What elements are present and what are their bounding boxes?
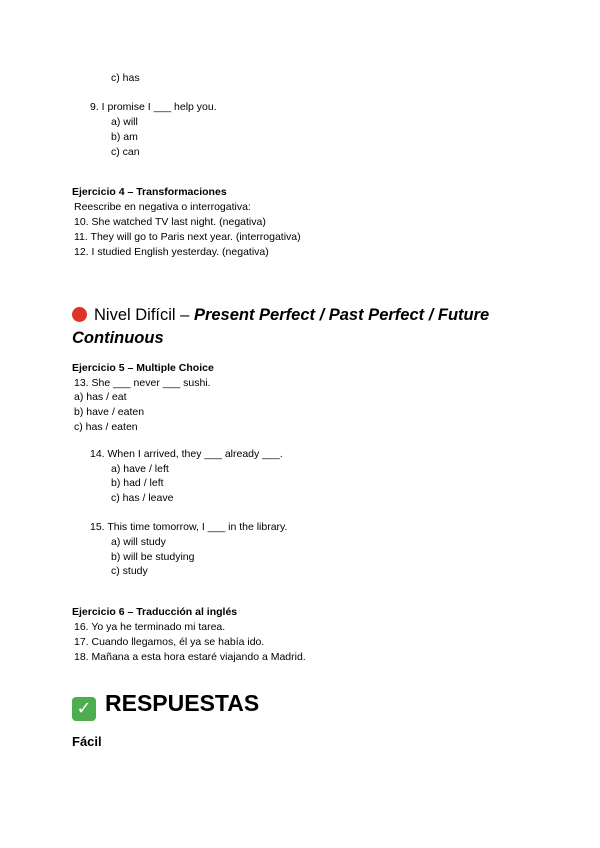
exercise-6-title: Ejercicio 6 – Traducción al inglés bbox=[72, 606, 238, 618]
exercise-6-item-16: 16. Yo ya he terminado mi tarea. bbox=[74, 621, 226, 633]
answers-title: RESPUESTAS bbox=[105, 690, 260, 716]
level-topic-line2: Continuous bbox=[72, 329, 164, 347]
level-topic-line1: Present Perfect / Past Perfect / Future bbox=[193, 306, 490, 324]
q13-option-c: c) has / eaten bbox=[74, 421, 138, 433]
q13-option-a: a) has / eat bbox=[74, 391, 127, 403]
level-label: Nivel Difícil – bbox=[94, 306, 194, 324]
exercise-4-item-10: 10. She watched TV last night. (negativa) bbox=[74, 216, 266, 228]
q15-question: 15. This time tomorrow, I ___ in the library. bbox=[90, 521, 288, 533]
level-heading bbox=[72, 304, 489, 326]
answers-heading bbox=[72, 688, 259, 721]
q15-option-c: c) study bbox=[111, 565, 148, 577]
exercise-4-item-11: 11. They will go to Paris next year. (interrogativa) bbox=[74, 231, 301, 243]
q8-option-c: c) has bbox=[111, 72, 140, 84]
q9-option-a: a) will bbox=[111, 116, 138, 128]
q15-option-b: b) will be studying bbox=[111, 551, 195, 563]
level-heading-cont bbox=[72, 327, 164, 349]
exercise-4-instruction: Reescribe en negativa o interrogativa: bbox=[74, 201, 251, 213]
q14-option-c: c) has / leave bbox=[111, 492, 174, 504]
red-circle-icon bbox=[72, 307, 87, 322]
q14-question: 14. When I arrived, they ___ already ___. bbox=[90, 448, 283, 460]
q15-option-a: a) will study bbox=[111, 536, 166, 548]
exercise-4-item-12: 12. I studied English yesterday. (negativa) bbox=[74, 246, 269, 258]
exercise-5-title: Ejercicio 5 – Multiple Choice bbox=[72, 362, 214, 374]
check-mark-icon: ✓ bbox=[72, 697, 96, 721]
q9-option-c: c) can bbox=[111, 146, 140, 158]
q14-option-a: a) have / left bbox=[111, 463, 169, 475]
q14-option-b: b) had / left bbox=[111, 477, 164, 489]
q9-question: 9. I promise I ___ help you. bbox=[90, 101, 217, 113]
q13-question: 13. She ___ never ___ sushi. bbox=[74, 377, 211, 389]
exercise-6-item-18: 18. Mañana a esta hora estaré viajando a Madrid. bbox=[74, 651, 306, 663]
exercise-6-item-17: 17. Cuando llegamos, él ya se había ido. bbox=[74, 636, 265, 648]
q9-option-b: b) am bbox=[111, 131, 138, 143]
exercise-4-title: Ejercicio 4 – Transformaciones bbox=[72, 186, 227, 198]
answers-subtitle: Fácil bbox=[72, 734, 102, 749]
q13-option-b: b) have / eaten bbox=[74, 406, 145, 418]
